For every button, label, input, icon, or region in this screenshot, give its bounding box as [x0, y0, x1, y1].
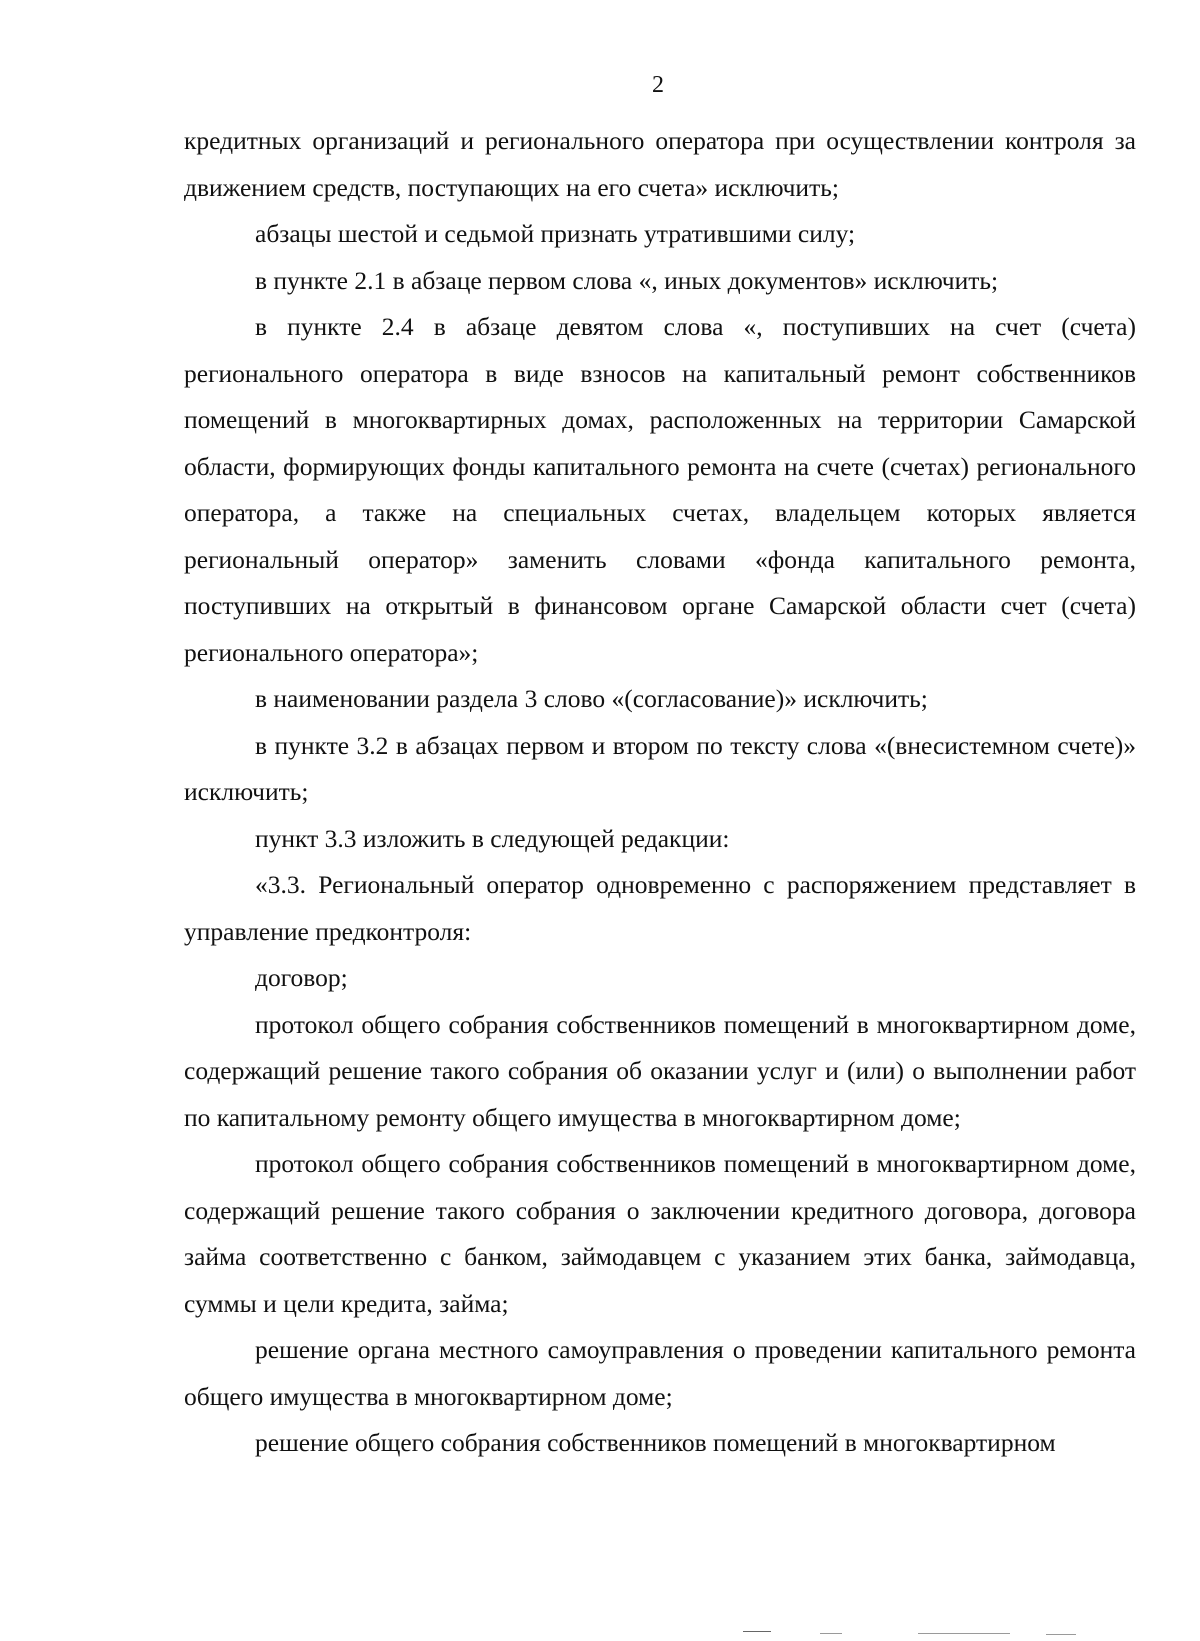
paragraph: в пункте 2.4 в абзаце девятом слова «, поступивших на счет (счета) регионального оператора в виде взносов на капитальный ремонт собственников помещений в многоквартирных домах, расположенных на территории Самарской области, формирующих фонды капитального ремонта на счете (счетах) регионального оператора, а также на специальных счетах, владельцем которых является региональный оператор» заменить словами «фонда капитального ремонта, поступивших на открытый в финансовом органе Самарской области счет (счета) регионального оператора»; [184, 312, 1136, 667]
paragraph: в наименовании раздела 3 слово «(согласование)» исключить; [255, 684, 928, 713]
paragraph: пункт 3.3 изложить в следующей редакции: [255, 823, 730, 853]
scan-artifact-line [918, 1633, 1010, 1634]
page-number: 2 [652, 72, 664, 98]
paragraph: в пункте 3.2 в абзацах первом и втором по тексту слова «(внесистемном счете)» исключить; [184, 730, 1136, 806]
scan-artifact-line [743, 1631, 771, 1632]
paragraph: протокол общего собрания собственников помещений в многоквартирном доме, содержащий решение такого собрания о заключении кредитного договора, договора займа соответственно с банком, займодавцем с указанием этих банка, займодавца, суммы и цели кредита, займа; [184, 1149, 1136, 1318]
paragraph: решение органа местного самоуправления о проведении капитального ремонта общего имущества в многоквартирном доме; [184, 1335, 1136, 1411]
paragraph: решение общего собрания собственников помещений в многоквартирном [255, 1428, 1056, 1457]
scan-artifact-line [1046, 1634, 1076, 1635]
scan-artifact-line [820, 1633, 842, 1634]
paragraph: в пункте 2.1 в абзаце первом слова «, иных документов» исключить; [255, 265, 999, 295]
document-body [184, 118, 1136, 1467]
paragraph: протокол общего собрания собственников помещений в многоквартирном доме, содержащий решение такого собрания об оказании услуг и (или) о выполнении работ по капитальному ремонту общего имущества в многоквартирном доме; [184, 1009, 1136, 1132]
paragraph: абзацы шестой и седьмой признать утратившими силу; [255, 219, 856, 248]
paragraph: договор; [255, 963, 348, 992]
paragraph-continuation: кредитных организаций и регионального оператора при осуществлении контроля за движением средств, поступающих на его счета» исключить; [184, 126, 1136, 202]
paragraph: «3.3. Региональный оператор одновременно с распоряжением представляет в управление предконтроля: [184, 870, 1136, 946]
